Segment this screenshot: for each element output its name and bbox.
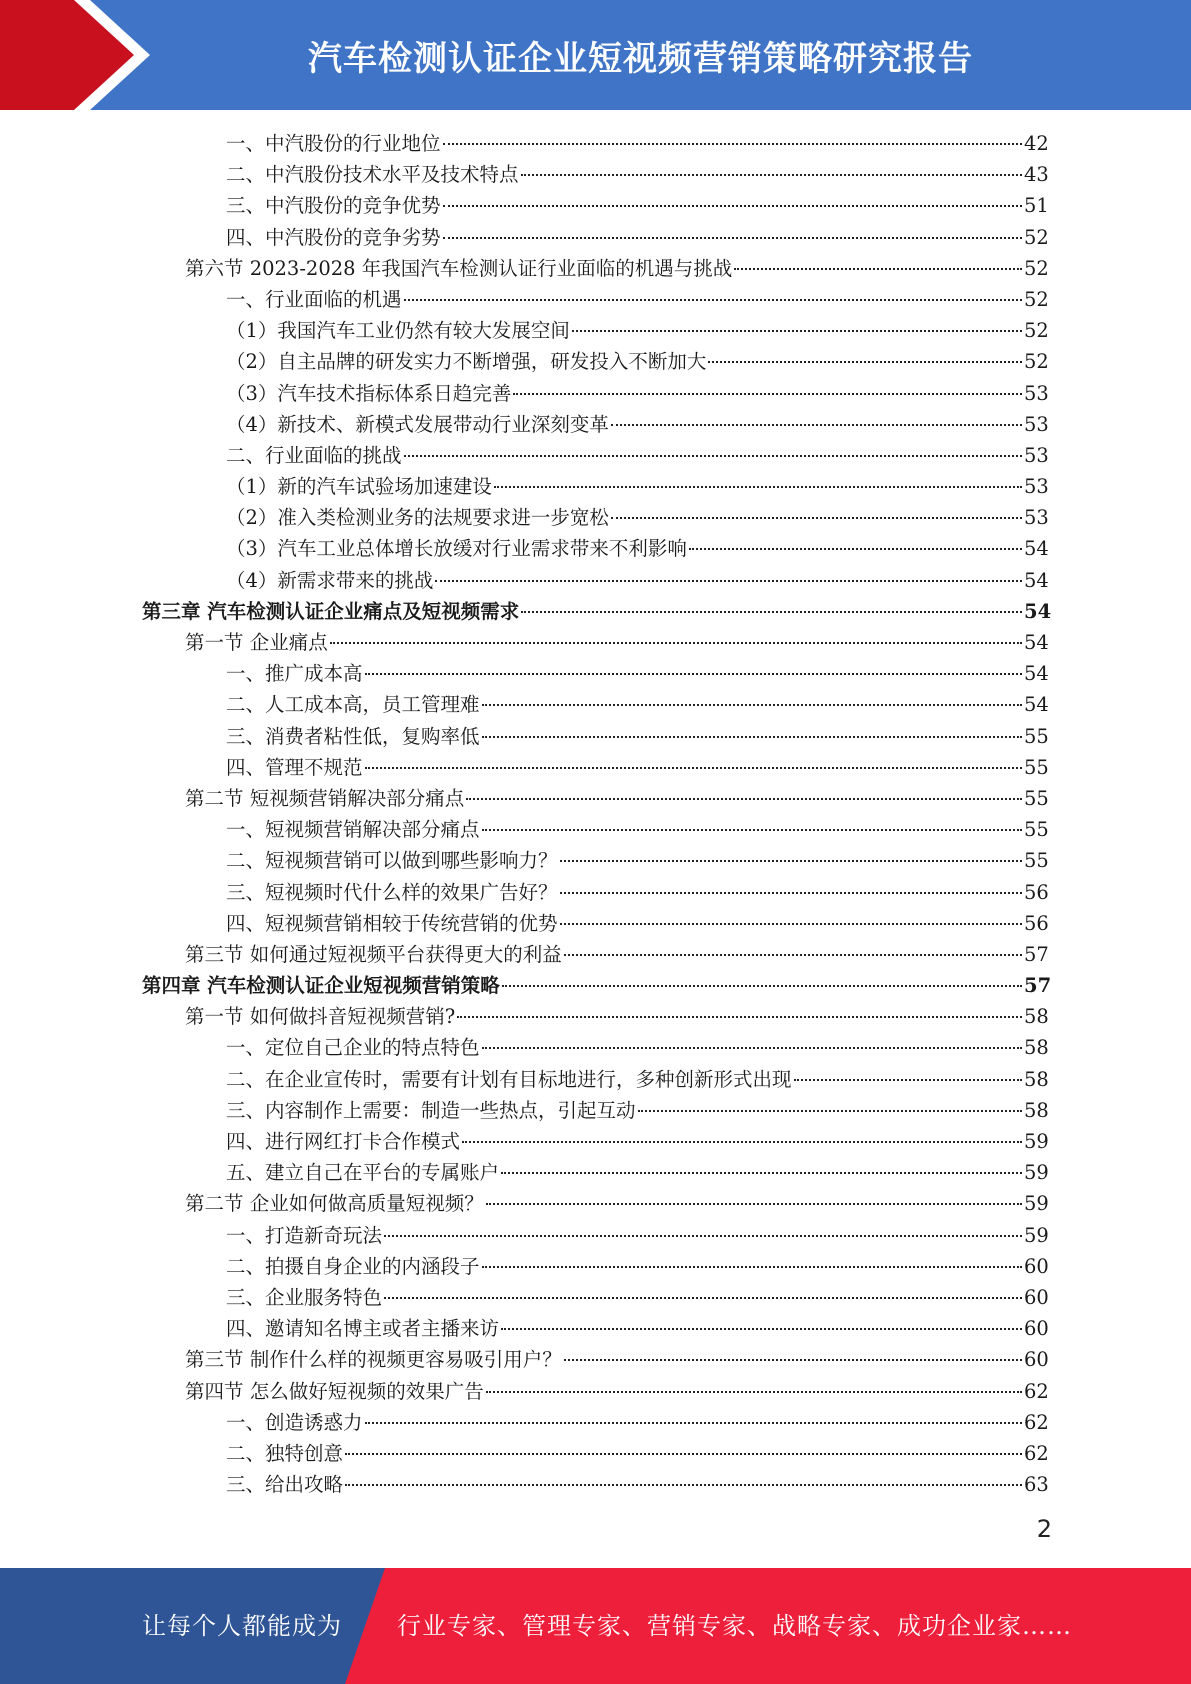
- toc-entry-title: 第二节 短视频营销解决部分痛点: [185, 786, 465, 810]
- toc-entry-page: 56: [1024, 880, 1049, 904]
- toc-entry-title: 第一节 企业痛点: [185, 631, 328, 654]
- toc-entry[interactable]: [0, 1220, 1048, 1251]
- toc-entry-title: 四、短视频营销相较于传统营销的优势: [226, 911, 558, 935]
- toc-entry[interactable]: [0, 409, 1048, 440]
- toc-entry[interactable]: [0, 222, 1048, 253]
- toc-entry[interactable]: [0, 1407, 1048, 1438]
- toc-entry-page: 55: [1024, 849, 1049, 873]
- toc-entry-page: 57: [1024, 974, 1052, 998]
- toc-entry-title: 一、定位自己企业的特点特色: [226, 1036, 480, 1060]
- toc-entry-title: 第三节 制作什么样的视频更容易吸引用户？: [185, 1348, 562, 1372]
- toc-entry-title: 三、给出攻略: [226, 1473, 344, 1497]
- toc-entry[interactable]: [0, 190, 1048, 221]
- toc-entry[interactable]: [0, 1376, 1048, 1407]
- toc-entry-page: 59: [1024, 1192, 1049, 1216]
- toc-dot-leader: [502, 985, 1022, 987]
- toc-entry[interactable]: [0, 721, 1048, 752]
- toc-entry[interactable]: [0, 128, 1048, 159]
- toc-entry-title: （3）汽车技术指标体系日趋完善: [226, 381, 512, 405]
- toc-entry-page: 54: [1024, 537, 1049, 561]
- toc-dot-leader: [482, 1266, 1022, 1268]
- toc-dot-leader: [501, 1172, 1022, 1174]
- toc-entry-title: （4）新技术、新模式发展带动行业深刻变革: [226, 412, 609, 436]
- toc-entry[interactable]: [0, 378, 1048, 409]
- toc-entry[interactable]: [0, 471, 1048, 502]
- toc-entry-page: 55: [1024, 724, 1049, 748]
- toc-dot-leader: [345, 1453, 1022, 1455]
- toc-entry[interactable]: [0, 1001, 1048, 1032]
- toc-dot-leader: [404, 455, 1022, 457]
- toc-entry-page: 52: [1024, 256, 1049, 280]
- toc-entry[interactable]: [0, 1157, 1048, 1188]
- toc-entry-title: （3）汽车工业总体增长放缓对行业需求带来不利影响: [226, 537, 687, 561]
- toc-entry-title: 第四章 汽车检测认证企业短视频营销策略: [142, 974, 500, 998]
- toc-dot-leader: [794, 1079, 1022, 1081]
- toc-entry-page: 53: [1024, 475, 1049, 499]
- toc-entry-page: 60: [1024, 1254, 1049, 1278]
- toc-dot-leader: [457, 1016, 1022, 1018]
- toc-entry[interactable]: [0, 565, 1048, 596]
- toc-dot-leader: [501, 1328, 1022, 1330]
- toc-dot-leader: [404, 299, 1022, 301]
- toc-entry-title: 一、创造诱惑力: [226, 1410, 363, 1434]
- toc-dot-leader: [638, 1110, 1022, 1112]
- toc-entry-title: 第三章 汽车检测认证企业痛点及短视频需求: [142, 599, 520, 623]
- toc-entry[interactable]: [0, 783, 1048, 814]
- toc-entry-title: 二、中汽股份技术水平及技术特点: [226, 163, 519, 187]
- toc-entry-page: 51: [1024, 194, 1049, 218]
- toc-entry-title: 一、推广成本高: [226, 662, 363, 686]
- toc-entry-page: 53: [1024, 443, 1049, 467]
- toc-entry-page: 62: [1024, 1410, 1049, 1434]
- toc-entry[interactable]: [0, 1469, 1048, 1500]
- toc-dot-leader: [708, 361, 1022, 363]
- toc-entry[interactable]: [0, 1282, 1048, 1313]
- toc-entry-page: 55: [1024, 818, 1049, 842]
- toc-entry-page: 53: [1024, 506, 1049, 530]
- toc-entry[interactable]: [0, 1313, 1048, 1344]
- toc-dot-leader: [482, 829, 1022, 831]
- toc-dot-leader: [330, 642, 1022, 644]
- toc-entry-page: 59: [1024, 1130, 1049, 1153]
- toc-entry[interactable]: [0, 845, 1048, 876]
- toc-dot-leader: [482, 1047, 1022, 1049]
- toc-entry-title: 第三节 如何通过短视频平台获得更大的利益: [185, 942, 562, 966]
- toc-entry-page: 60: [1024, 1285, 1049, 1309]
- footer-slogan-left: 让每个人都能成为: [142, 1612, 342, 1640]
- toc-dot-leader: [611, 424, 1022, 426]
- toc-entry-page: 54: [1024, 693, 1049, 717]
- toc-dot-leader: [560, 923, 1022, 925]
- toc-entry-page: 52: [1024, 287, 1049, 311]
- toc-entry[interactable]: [0, 752, 1048, 783]
- toc-entry-page: 59: [1024, 1223, 1049, 1247]
- page-number: 2: [1036, 1515, 1052, 1543]
- toc-entry-title: 四、进行网红打卡合作模式: [226, 1130, 461, 1153]
- toc-entry-page: 62: [1024, 1441, 1049, 1465]
- toc-entry-title: 一、中汽股份的行业地位: [226, 132, 441, 155]
- toc-entry-title: 三、内容制作上需要：制造一些热点，引起互动: [226, 1098, 636, 1122]
- toc-entry[interactable]: [0, 1095, 1048, 1126]
- toc-entry-page: 60: [1024, 1317, 1049, 1341]
- toc-entry-page: 58: [1024, 1067, 1049, 1091]
- toc-entry-page: 62: [1024, 1379, 1049, 1403]
- toc-entry[interactable]: [0, 440, 1048, 471]
- toc-entry[interactable]: [0, 877, 1048, 908]
- toc-dot-leader: [365, 673, 1022, 675]
- toc-entry-page: 53: [1024, 412, 1049, 436]
- toc-entry[interactable]: [0, 1032, 1048, 1063]
- toc-entry-page: 52: [1024, 225, 1049, 249]
- toc-entry-title: 四、管理不规范: [226, 755, 363, 779]
- toc-entry[interactable]: [0, 346, 1048, 377]
- toc-dot-leader: [486, 1391, 1022, 1393]
- toc-dot-leader: [486, 1203, 1022, 1205]
- toc-entry-title: 四、邀请知名博主或者主播来访: [226, 1317, 500, 1341]
- toc-entry-title: 一、行业面临的机遇: [226, 287, 402, 311]
- toc-entry-title: 四、中汽股份的竞争劣势: [226, 225, 441, 249]
- toc-dot-leader: [345, 1484, 1022, 1486]
- toc-entry[interactable]: [0, 970, 1052, 1001]
- toc-dot-leader: [443, 237, 1022, 239]
- toc-entry-page: 59: [1024, 1161, 1049, 1185]
- toc-entry[interactable]: [0, 1126, 1048, 1157]
- toc-entry-page: 63: [1024, 1473, 1049, 1497]
- toc-dot-leader: [560, 892, 1022, 894]
- toc-dot-leader: [611, 517, 1022, 519]
- toc-dot-leader: [482, 736, 1022, 738]
- toc-entry-page: 57: [1024, 942, 1049, 966]
- header-arrow-shape: [0, 0, 160, 110]
- toc-dot-leader: [560, 860, 1022, 862]
- toc-entry-title: 二、独特创意: [226, 1441, 344, 1465]
- toc-entry-title: 二、在企业宣传时，需要有计划有目标地进行，多种创新形式出现: [226, 1067, 792, 1091]
- toc-entry[interactable]: [0, 159, 1048, 190]
- toc-entry[interactable]: [0, 315, 1048, 346]
- toc-entry[interactable]: [0, 1438, 1048, 1469]
- toc-dot-leader: [482, 704, 1022, 706]
- toc-dot-leader: [384, 1297, 1022, 1299]
- toc-entry-title: 二、短视频营销可以做到哪些影响力？: [226, 849, 558, 873]
- toc-entry-title: （1）新的汽车试验场加速建设: [226, 475, 492, 499]
- toc-dot-leader: [384, 1235, 1022, 1237]
- toc-entry-page: 54: [1024, 631, 1049, 654]
- toc-entry[interactable]: [0, 658, 1048, 689]
- toc-entry-page: 58: [1024, 1098, 1049, 1122]
- toc-entry-title: （2）自主品牌的研发实力不断增强，研发投入不断加大: [226, 350, 707, 374]
- toc-entry-title: 三、中汽股份的竞争优势: [226, 194, 441, 218]
- toc-entry-page: 54: [1024, 662, 1049, 686]
- toc-entry-title: 二、行业面临的挑战: [226, 443, 402, 467]
- toc-entry-title: （4）新需求带来的挑战: [226, 568, 434, 592]
- page-header: [0, 0, 1191, 110]
- toc-entry[interactable]: [0, 627, 1048, 658]
- toc-entry-title: 第二节 企业如何做高质量短视频？: [185, 1192, 484, 1216]
- toc-entry[interactable]: [0, 533, 1048, 564]
- toc-entry-page: 58: [1024, 1005, 1049, 1029]
- toc-entry-page: 58: [1024, 1036, 1049, 1060]
- toc-entry[interactable]: [0, 1251, 1048, 1282]
- toc-entry-page: 55: [1024, 786, 1049, 810]
- toc-dot-leader: [513, 393, 1022, 395]
- toc-entry-page: 54: [1024, 568, 1049, 592]
- toc-dot-leader: [365, 1422, 1022, 1424]
- toc-entry[interactable]: [0, 939, 1048, 970]
- toc-entry-title: （1）我国汽车工业仍然有较大发展空间: [226, 319, 570, 343]
- toc-entry[interactable]: [0, 284, 1048, 315]
- toc-entry-page: 60: [1024, 1348, 1049, 1372]
- page-footer: [0, 1568, 1191, 1684]
- toc-dot-leader: [443, 143, 1022, 145]
- toc-dot-leader: [435, 580, 1022, 582]
- toc-dot-leader: [572, 330, 1022, 332]
- toc-dot-leader: [734, 268, 1022, 270]
- toc-entry[interactable]: [0, 1344, 1048, 1375]
- toc-dot-leader: [521, 174, 1022, 176]
- toc-dot-leader: [462, 1141, 1022, 1143]
- toc-dot-leader: [521, 611, 1022, 613]
- toc-entry-title: 五、建立自己在平台的专属账户: [226, 1161, 500, 1185]
- toc-dot-leader: [564, 1359, 1022, 1361]
- toc-entry-title: 二、拍摄自身企业的内涵段子: [226, 1254, 480, 1278]
- toc-dot-leader: [443, 205, 1022, 207]
- toc-entry-title: 第一节 如何做抖音短视频营销?: [185, 1005, 456, 1029]
- toc-entry-page: 54: [1024, 599, 1052, 623]
- toc-dot-leader: [466, 798, 1022, 800]
- toc-entry[interactable]: [0, 1188, 1048, 1219]
- toc-entry-page: 52: [1024, 319, 1049, 343]
- toc-entry-title: 第四节 怎么做好短视频的效果广告: [185, 1379, 484, 1403]
- toc-entry[interactable]: [0, 908, 1048, 939]
- toc-dot-leader: [564, 954, 1022, 956]
- toc-dot-leader: [365, 767, 1022, 769]
- toc-entry-page: 42: [1024, 132, 1049, 155]
- toc-entry-title: （2）准入类检测业务的法规要求进一步宽松: [226, 506, 609, 530]
- toc-entry-page: 56: [1024, 911, 1049, 935]
- toc-entry-title: 二、人工成本高，员工管理难: [226, 693, 480, 717]
- toc-entry-page: 43: [1024, 163, 1049, 187]
- toc-entry-title: 一、短视频营销解决部分痛点: [226, 818, 480, 842]
- toc-dot-leader: [494, 486, 1022, 488]
- toc-entry[interactable]: [0, 814, 1048, 845]
- toc-dot-leader: [689, 548, 1022, 550]
- toc-entry-title: 三、消费者粘性低，复购率低: [226, 724, 480, 748]
- toc-entry[interactable]: [0, 596, 1052, 627]
- report-title: 汽车检测认证企业短视频营销策略研究报告: [308, 38, 973, 79]
- toc-entry[interactable]: [0, 253, 1048, 284]
- toc-entry-title: 第六节 2023-2028 年我国汽车检测认证行业面临的机遇与挑战: [185, 256, 733, 280]
- toc-entry-page: 55: [1024, 755, 1049, 779]
- toc-entry[interactable]: [0, 1064, 1048, 1095]
- toc-entry[interactable]: [0, 689, 1048, 720]
- toc-entry-title: 三、短视频时代什么样的效果广告好？: [226, 880, 558, 904]
- toc-entry-title: 一、打造新奇玩法: [226, 1223, 383, 1247]
- toc-entry-page: 52: [1024, 350, 1049, 374]
- toc-entry-page: 53: [1024, 381, 1049, 405]
- footer-slogan-right: 行业专家、管理专家、营销专家、战略专家、成功企业家……: [397, 1612, 1072, 1640]
- toc-entry-title: 三、企业服务特色: [226, 1285, 383, 1309]
- toc-entry[interactable]: [0, 502, 1048, 533]
- table-of-contents: [0, 128, 1191, 1500]
